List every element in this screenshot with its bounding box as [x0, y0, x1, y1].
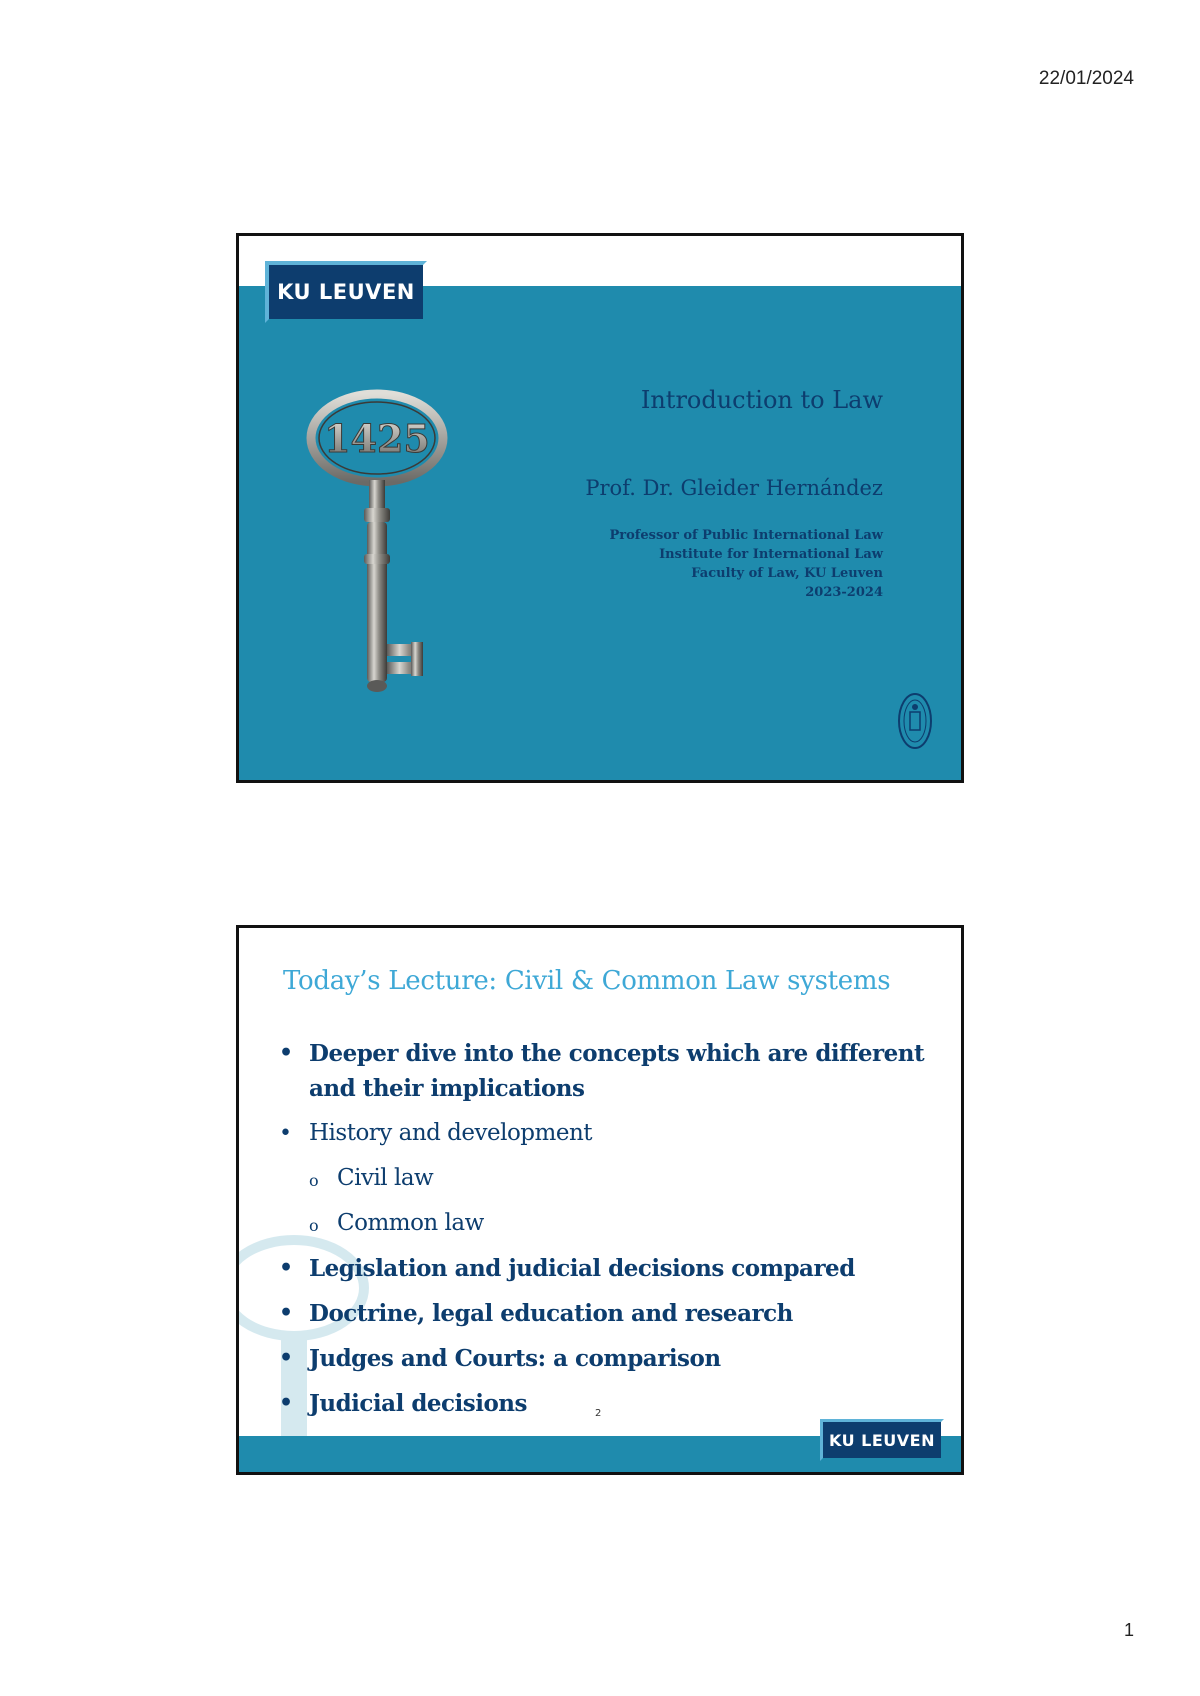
- title-block: [585, 386, 883, 602]
- list-item: • Legislation and judicial decisions compared: [279, 1251, 929, 1286]
- bullet-symbol: •: [279, 1390, 293, 1416]
- bullet-symbol: •: [279, 1040, 293, 1066]
- key-label: 1425: [324, 416, 430, 461]
- sub-bullet-symbol: o: [309, 1171, 319, 1190]
- affiliation-line: Professor of Public International Law: [609, 528, 883, 543]
- ku-leuven-logo: KU LEUVEN: [269, 265, 423, 319]
- list-item: • History and development: [279, 1116, 929, 1151]
- list-item: • Deeper dive into the concepts which are different and their implications: [279, 1036, 929, 1106]
- slide-title-heading: Today’s Lecture: Civil & Common Law systems: [283, 966, 891, 996]
- bullet-symbol: •: [279, 1255, 293, 1281]
- list-item: o Common law: [279, 1206, 929, 1241]
- slide-title: [236, 233, 964, 783]
- slide-agenda: [236, 925, 964, 1475]
- presenter-name: Prof. Dr. Gleider Hernández: [585, 476, 883, 500]
- bullet-list: [279, 1036, 929, 1431]
- sub-bullet-symbol: o: [309, 1216, 319, 1235]
- list-item: • Judges and Courts: a comparison: [279, 1341, 929, 1376]
- bullet-symbol: •: [279, 1121, 292, 1146]
- list-item: o Civil law: [279, 1161, 929, 1196]
- ku-leuven-logo: KU LEUVEN: [823, 1422, 941, 1458]
- academic-year: 2023-2024: [805, 585, 883, 600]
- affiliation-line: Institute for International Law: [659, 547, 883, 562]
- bullet-symbol: •: [279, 1345, 293, 1371]
- list-item: • Judicial decisions: [279, 1386, 929, 1421]
- list-item: • Doctrine, legal education and research: [279, 1296, 929, 1331]
- university-seal-icon: [897, 692, 933, 750]
- page-date: 22/01/2024: [1038, 68, 1134, 89]
- page-number: 1: [1123, 1620, 1134, 1640]
- key-icon: [287, 386, 467, 716]
- bullet-symbol: •: [279, 1300, 293, 1326]
- presentation-title: Introduction to Law: [640, 386, 883, 414]
- affiliation-line: Faculty of Law, KU Leuven: [691, 566, 883, 581]
- slide-number: 2: [595, 1408, 602, 1419]
